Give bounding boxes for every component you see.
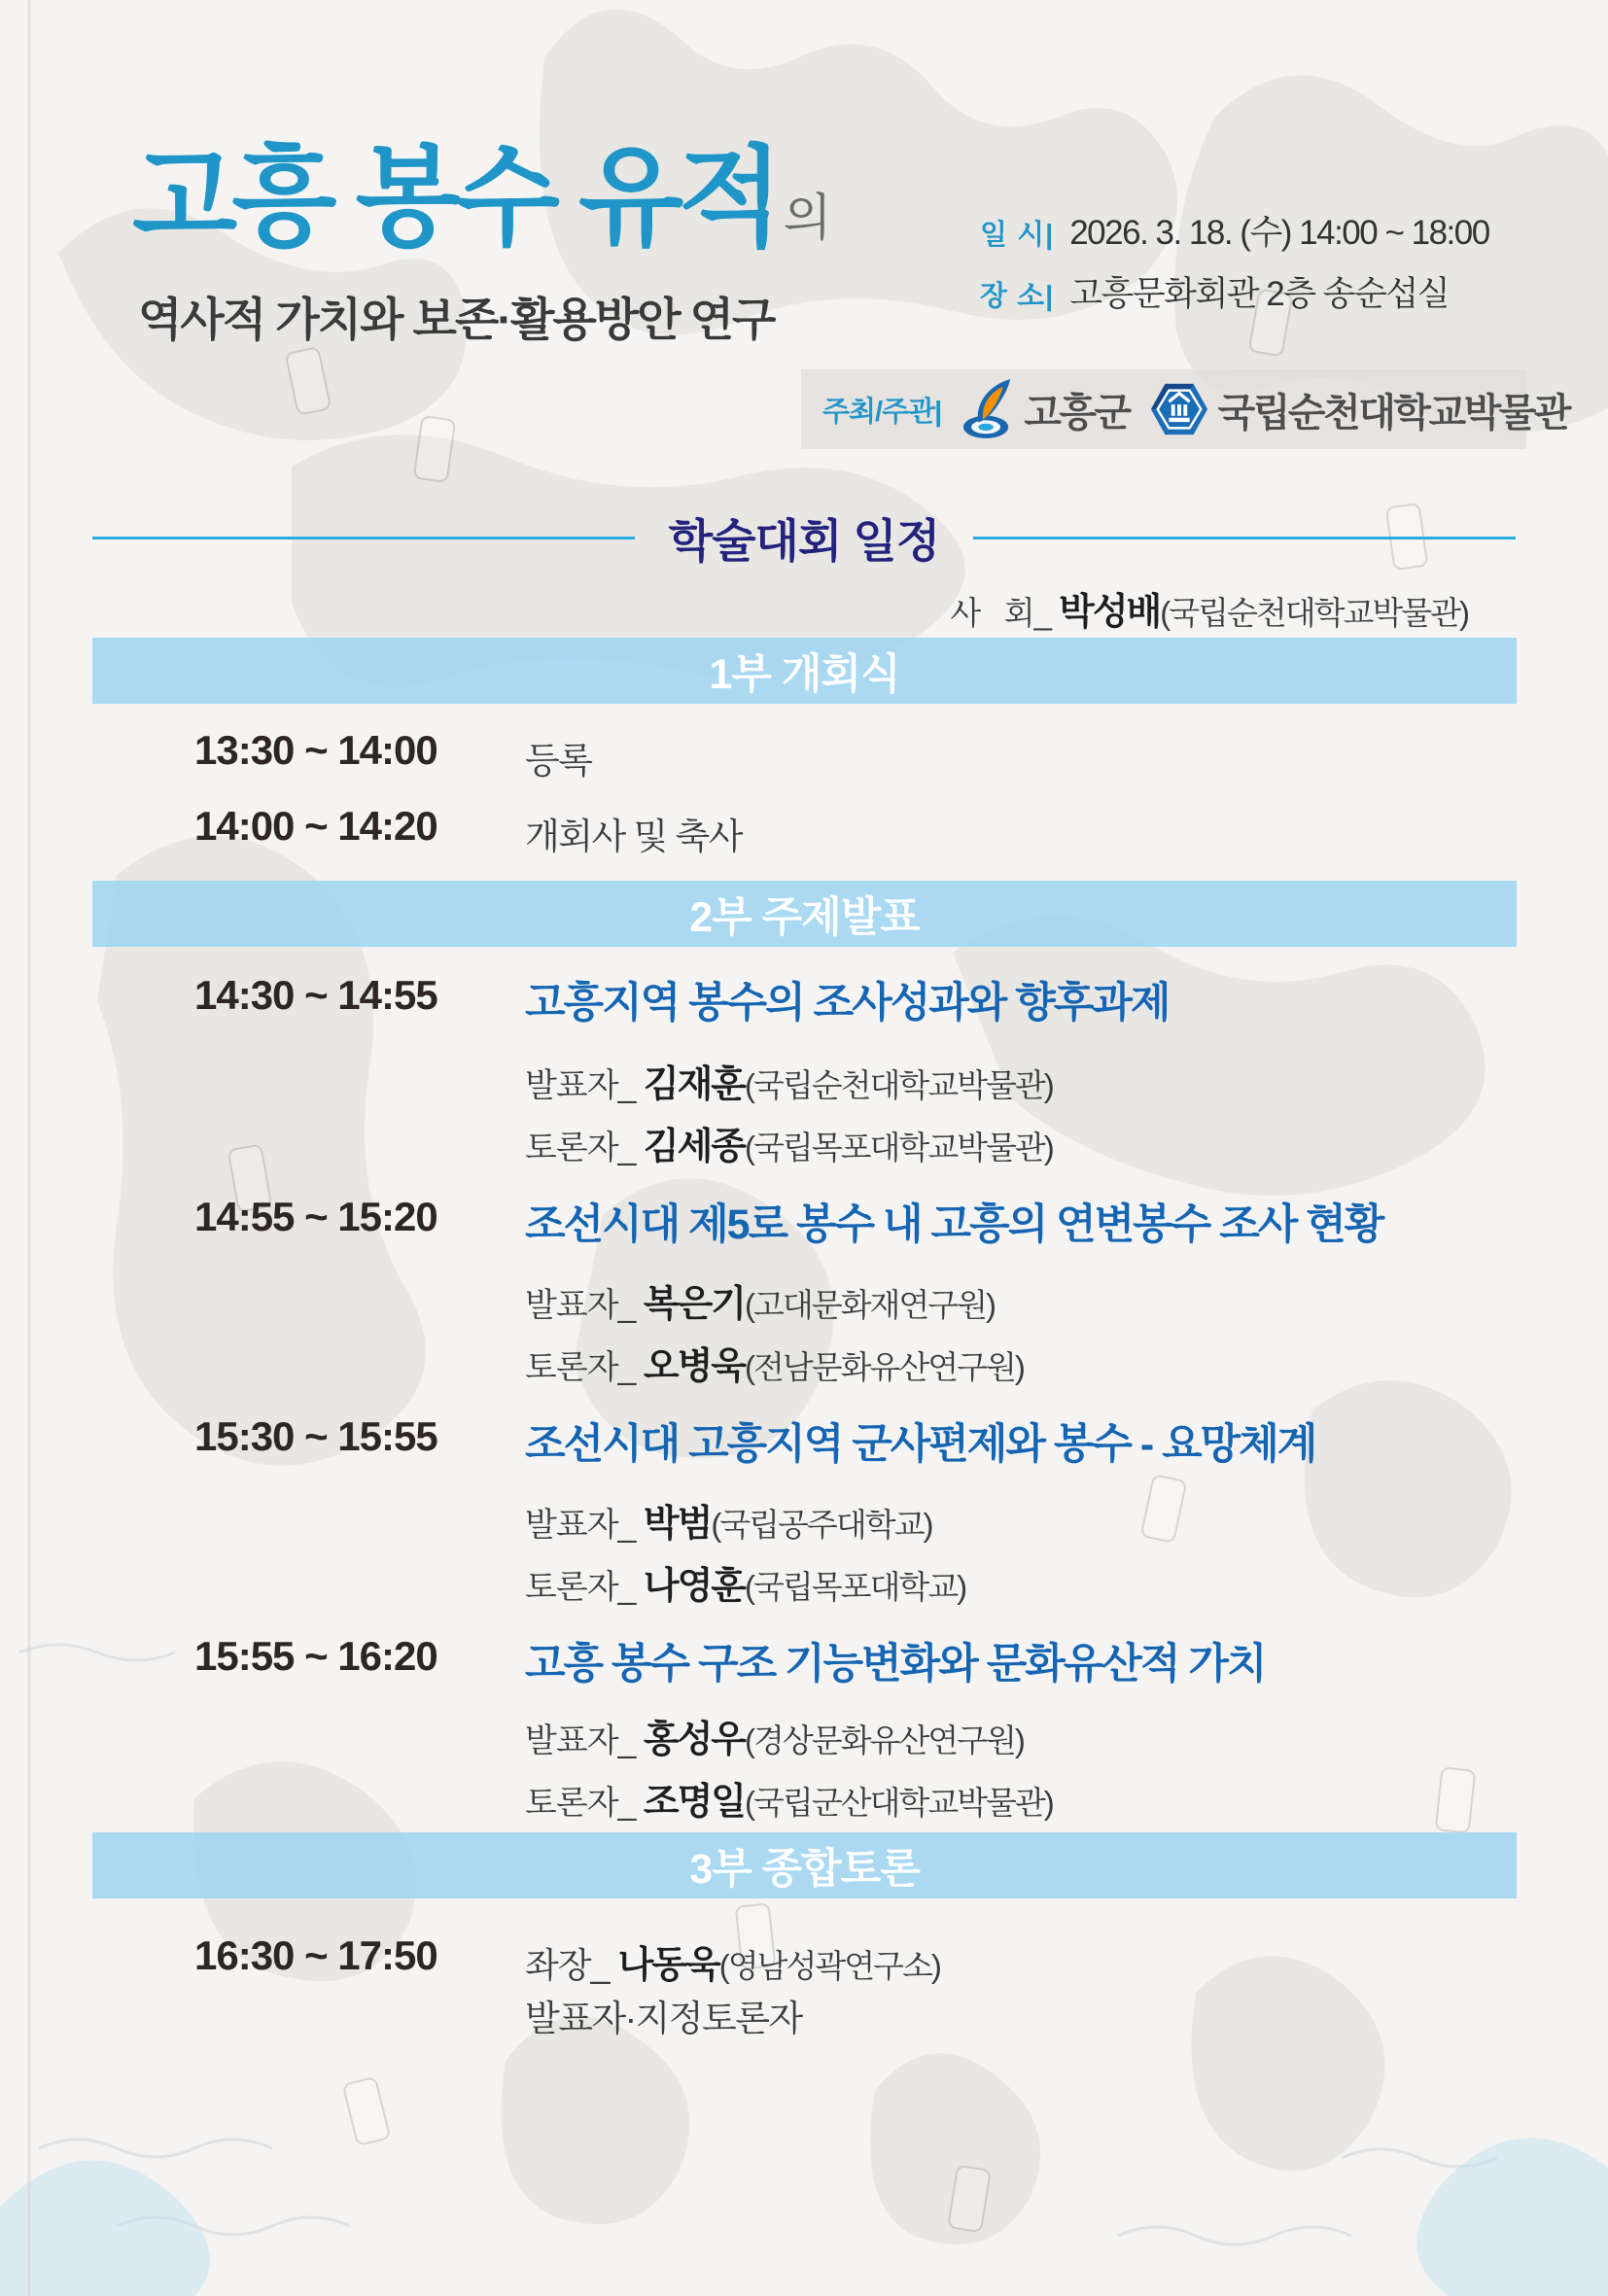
page-subtitle: 역사적 가치와 보존·활용방안 연구 — [138, 294, 775, 345]
section-band-part3: 3부 종합토론 — [92, 1832, 1517, 1898]
host-museum-name: 국립순천대학교박물관 — [1217, 391, 1570, 435]
moderator-name: 박성배 — [1059, 592, 1161, 633]
discussant-label: 토론자_ — [525, 1349, 644, 1386]
date-label: 일 시| — [980, 220, 1055, 251]
host-suncheon-museum — [1149, 379, 1569, 439]
presenter-affiliation: (국립순천대학교박물관) — [745, 1067, 1053, 1103]
session-time: 15:30 ~ 15:55 — [194, 1413, 437, 1459]
schedule-time: 13:30 ~ 14:00 — [194, 727, 437, 773]
event-venue-line — [980, 267, 1449, 316]
presenter-label: 발표자_ — [525, 1067, 644, 1104]
discussant-line — [525, 1555, 965, 1609]
discussant-line — [525, 1116, 1053, 1169]
schedule-time: 16:30 ~ 17:50 — [194, 1932, 437, 1978]
discussant-name: 김세종 — [643, 1127, 746, 1167]
moderator-affiliation: (국립순천대학교박물관) — [1160, 595, 1468, 631]
presenter-affiliation: (국립공주대학교) — [711, 1507, 932, 1543]
goheung-county-logo-icon — [961, 377, 1015, 441]
discussant-affiliation: (전남문화유산연구원) — [745, 1349, 1024, 1385]
discussant-name: 조명일 — [643, 1782, 746, 1823]
chair-affiliation: (영남성곽연구소) — [718, 1948, 940, 1984]
presenter-name: 복은기 — [643, 1284, 746, 1325]
session-time: 14:30 ~ 14:55 — [194, 972, 437, 1018]
discussant-affiliation: (국립목포대학교박물관) — [745, 1130, 1053, 1165]
presenter-line — [525, 1273, 995, 1327]
schedule-item: 등록 — [525, 741, 592, 781]
title-main-text: 고흥 봉수 유적 — [132, 137, 778, 259]
presenter-affiliation: (고대문화재연구원) — [745, 1287, 996, 1323]
discussant-label: 토론자_ — [525, 1569, 644, 1606]
chair-line — [525, 1934, 940, 1988]
presenter-affiliation: (경상문화유산연구원) — [745, 1722, 1024, 1758]
title-suffix-text: 의 — [783, 191, 830, 247]
presenter-label: 발표자_ — [525, 1507, 644, 1544]
venue-value: 고흥문화회관 2층 송순섭실 — [1069, 275, 1450, 313]
presenter-name: 박범 — [643, 1504, 712, 1545]
section-band-part2: 2부 주제발표 — [92, 881, 1517, 947]
discussant-affiliation: (국립목포대학교) — [745, 1569, 966, 1605]
session-time: 14:55 ~ 15:20 — [194, 1194, 437, 1239]
venue-label: 장 소| — [980, 281, 1055, 312]
schedule-heading: 학술대회 일정 — [668, 515, 940, 567]
schedule-time: 14:00 ~ 14:20 — [194, 803, 437, 849]
presenter-label: 발표자_ — [525, 1287, 644, 1324]
discussant-line — [525, 1336, 1024, 1389]
discussant-name: 오병욱 — [643, 1346, 746, 1387]
chair-name: 나동욱 — [617, 1945, 719, 1986]
hosts-band — [801, 369, 1570, 449]
suncheon-university-museum-logo-icon — [1149, 379, 1209, 439]
date-value: 2026. 3. 18. (수) 14:00 ~ 18:00 — [1069, 214, 1489, 252]
presenter-name: 김재훈 — [643, 1064, 746, 1105]
presenter-label: 발표자_ — [525, 1722, 644, 1759]
host-goheung-county — [961, 377, 1129, 441]
participants-line: 발표자·지정토론자 — [525, 1999, 802, 2038]
presenter-line — [525, 1709, 1024, 1762]
session-topic: 고흥지역 봉수의 조사성과와 향후과제 — [525, 980, 1170, 1026]
section-band-part1: 1부 개회식 — [92, 638, 1517, 704]
schedule-item: 개회사 및 축사 — [525, 817, 743, 856]
host-goheung-name: 고흥군 — [1024, 391, 1130, 435]
heading-divider-right — [973, 537, 1516, 539]
discussant-line — [525, 1771, 1053, 1825]
presenter-line — [525, 1493, 931, 1547]
moderator-line — [950, 581, 1468, 635]
chair-label: 좌장_ — [525, 1945, 618, 1985]
discussant-affiliation: (국립군산대학교박물관) — [745, 1785, 1053, 1821]
session-topic: 조선시대 제5로 봉수 내 고흥의 연변봉수 조사 현황 — [525, 1201, 1383, 1248]
discussant-label: 토론자_ — [525, 1130, 644, 1166]
page-title — [132, 137, 830, 259]
event-date-line — [980, 206, 1489, 255]
session-time: 15:55 ~ 16:20 — [194, 1633, 437, 1679]
discussant-name: 나영훈 — [643, 1566, 746, 1607]
session-topic: 고흥 봉수 구조 기능변화와 문화유산적 가치 — [525, 1641, 1266, 1687]
presenter-line — [525, 1054, 1053, 1107]
discussant-label: 토론자_ — [525, 1785, 644, 1822]
presenter-name: 홍성우 — [643, 1720, 746, 1760]
moderator-role: 사 회_ — [950, 595, 1060, 631]
hosts-label: 주최/주관| — [822, 396, 942, 428]
session-topic: 조선시대 고흥지역 군사편제와 봉수 - 요망체계 — [525, 1421, 1316, 1468]
